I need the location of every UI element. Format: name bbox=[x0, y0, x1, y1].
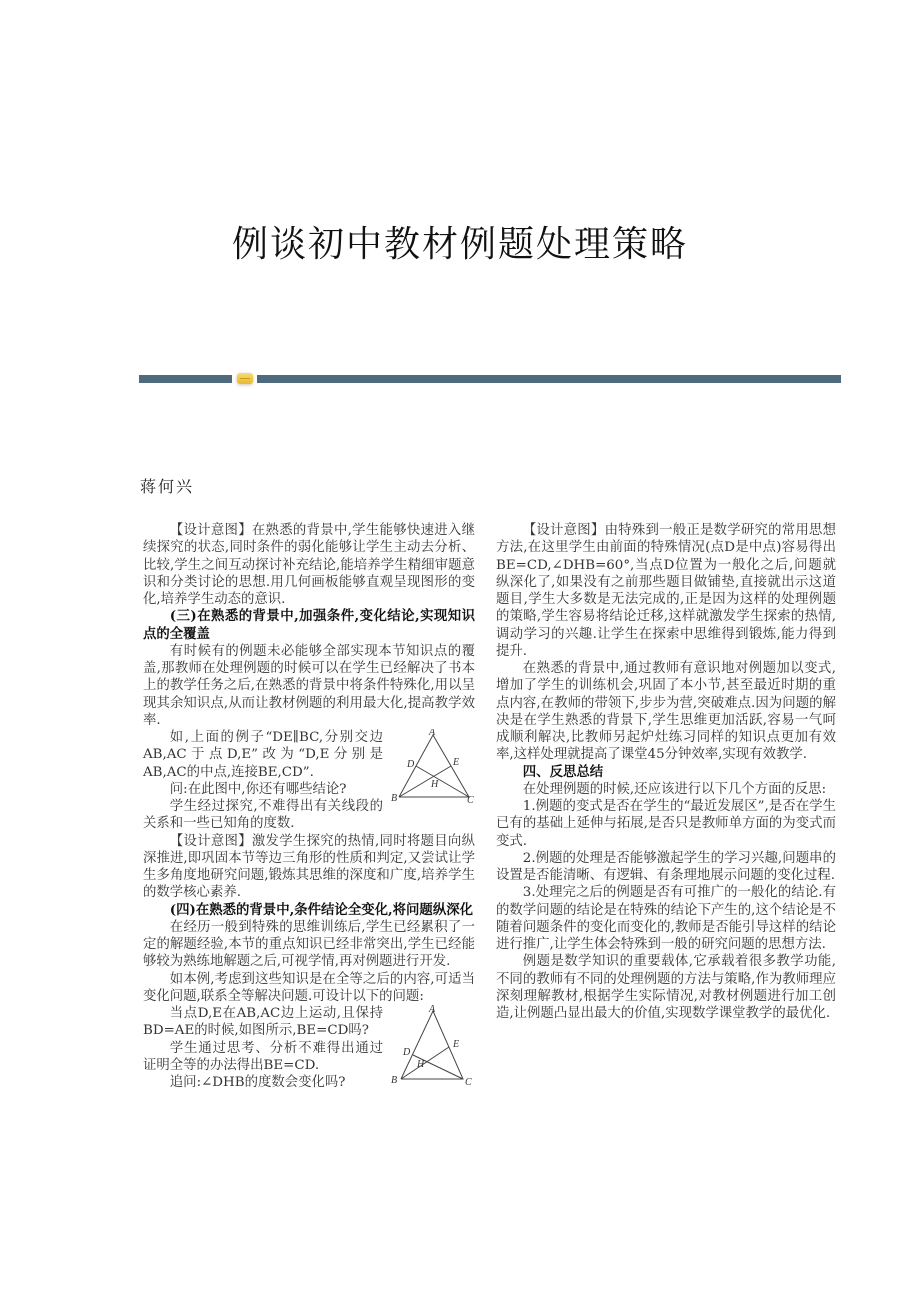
label-C: C bbox=[467, 795, 474, 803]
section-heading: (三)在熟悉的背景中,加强条件,变化结论,实现知识点的全覆盖 bbox=[143, 608, 475, 642]
paragraph: 学生经过探究,不难得出有关线段的关系和一些已知角的度数. bbox=[143, 799, 383, 832]
paragraph: 问:在此图中,你还有哪些结论? bbox=[169, 781, 347, 797]
left-column bbox=[143, 522, 475, 1091]
section-heading: (四)在熟悉的背景中,条件结论全变化,将问题纵深化 bbox=[169, 901, 473, 918]
paragraph: 【设计意图】激发学生探究的热情,同时将题目向纵深推进,即巩固本节等边三角形的性质和判定,又尝试让学生多角度地研究问题,锻炼其思维的深度和广度,培养学生的数学核心素养. bbox=[143, 833, 475, 901]
paragraph: 有时候有的例题未必能够全部实现本节知识点的覆盖,那教师在处理例题的时候可以在学生已经解决了书本上的教学任务之后,在熟悉的背景中将条件特殊化,用以呈现其余知识点,从而让教材例题的利用最大化,提高教学效率. bbox=[143, 643, 475, 728]
paragraph: 如本例,考虑到这些知识是在全等之后的内容,可适当变化问题,联系全等解决问题.可设计以下的问题: bbox=[143, 971, 475, 1004]
label-B: B bbox=[391, 793, 398, 803]
triangle-figure-moving-points bbox=[391, 1005, 475, 1085]
label-D: D bbox=[407, 759, 415, 770]
paragraph: 在处理例题的时候,还应该进行以下几个方面的反思: bbox=[522, 781, 827, 797]
paragraph: 在熟悉的背景中,通过教师有意识地对例题加以变式,增加了学生的训练机会,巩固了本小节,甚至最近时期的重点内容,在教师的带领下,步步为营,突破难点.因为问题的解决是在学生熟悉的背景下,学生思维更加活跃,容易一气呵成顺利解决,比教师另起炉灶练习同样的知识点更加有效率,这样处理就提高了课堂45分钟效率,实现有效教学. bbox=[496, 661, 836, 763]
divider-right bbox=[257, 375, 841, 383]
right-column bbox=[496, 522, 836, 1022]
paragraph: 学生通过思考、分析不难得出通过证明全等的办法得出BE=CD. bbox=[143, 1040, 383, 1073]
paragraph: 如,上面的例子“DE∥BC,分别交边AB,AC于点D,E”改为“D,E分别是AB,AC的中点,连接BE,CD”. bbox=[143, 730, 383, 780]
paragraph: 例题是数学知识的重要载体,它承载着很多教学功能,不同的教师有不同的处理例题的方法与策略,作为教师理应深刻理解教材,根据学生实际情况,对教材例题进行加工创造,让例题凸显出最大的价值,实现数学课堂教学的最优化. bbox=[496, 954, 836, 1021]
label-A: A bbox=[429, 1005, 436, 1015]
paragraph: 在经历一般到特殊的思维训练后,学生已经累积了一定的解题经验,本节的重点知识已经非常突出,学生已经能够较为熟练地解题之后,可视学情,再对例题进行开发. bbox=[143, 919, 475, 970]
paragraph: 2.例题的处理是否能够激起学生的学习兴趣,问题串的设置是否能清晰、有逻辑、有条理地展示问题的变化过程. bbox=[496, 850, 836, 883]
paragraph: 追问:∠DHB的度数会变化吗? bbox=[169, 1075, 346, 1090]
label-H: H bbox=[431, 779, 439, 790]
label-E: E bbox=[453, 757, 460, 768]
label-H: H bbox=[417, 1059, 425, 1070]
label-E: E bbox=[453, 1039, 460, 1050]
label-B: B bbox=[391, 1075, 398, 1085]
label-A: A bbox=[429, 729, 436, 738]
divider-left bbox=[139, 375, 232, 383]
label-D: D bbox=[403, 1047, 411, 1058]
author: 蒋何兴 bbox=[140, 477, 195, 496]
paragraph: 1.例题的变式是否在学生的“最近发展区”,是否在学生已有的基础上延伸与拓展,是否只是教师单方面的为变式而变式. bbox=[496, 799, 836, 849]
paragraph: 3.处理完之后的例题是否有可推广的一般化的结论.有的数学问题的结论是在特殊的结论下产生的,这个结论是不随着问题条件的变化而变化的,教师是否能引导这样的结论进行推广,让学生体会特殊到一般的研究问题的思想方法. bbox=[496, 885, 836, 952]
triangle-figure-midpoints bbox=[391, 729, 475, 803]
section-heading: 四、反思总结 bbox=[522, 763, 604, 780]
divider-ornament-icon bbox=[237, 373, 253, 384]
paragraph: 【设计意图】在熟悉的背景中,学生能够快速进入继续探究的状态,同时条件的弱化能够让学生主动去分析、比较,学生之间互动探讨补充结论,能培养学生精细审题意识和分类讨论的思想.用几何画板能够直观呈现图形的变化,培养学生动态的意识. bbox=[143, 523, 475, 607]
page-title: 例谈初中教材例题处理策略 bbox=[231, 224, 688, 265]
paragraph: 【设计意图】由特殊到一般正是数学研究的常用思想方法,在这里学生由前面的特殊情况(点D是中点)容易得出BE=CD,∠DHB=60°,当点D位置为一般化之后,问题就纵深化了,如果没有之前那些题目做铺垫,直接就出示这道题目,学生大多数是无法完成的,正是因为这样的处理例题的策略,学生容易将结论迁移,这样就激发学生探索的热情,调动学习的兴趣.让学生在探索中思维得到锻炼,能力得到提升. bbox=[496, 523, 836, 659]
paragraph: 当点D,E在AB,AC边上运动,且保持BD=AE的时候,如图所示,BE=CD吗? bbox=[143, 1006, 383, 1039]
label-C: C bbox=[465, 1077, 472, 1085]
